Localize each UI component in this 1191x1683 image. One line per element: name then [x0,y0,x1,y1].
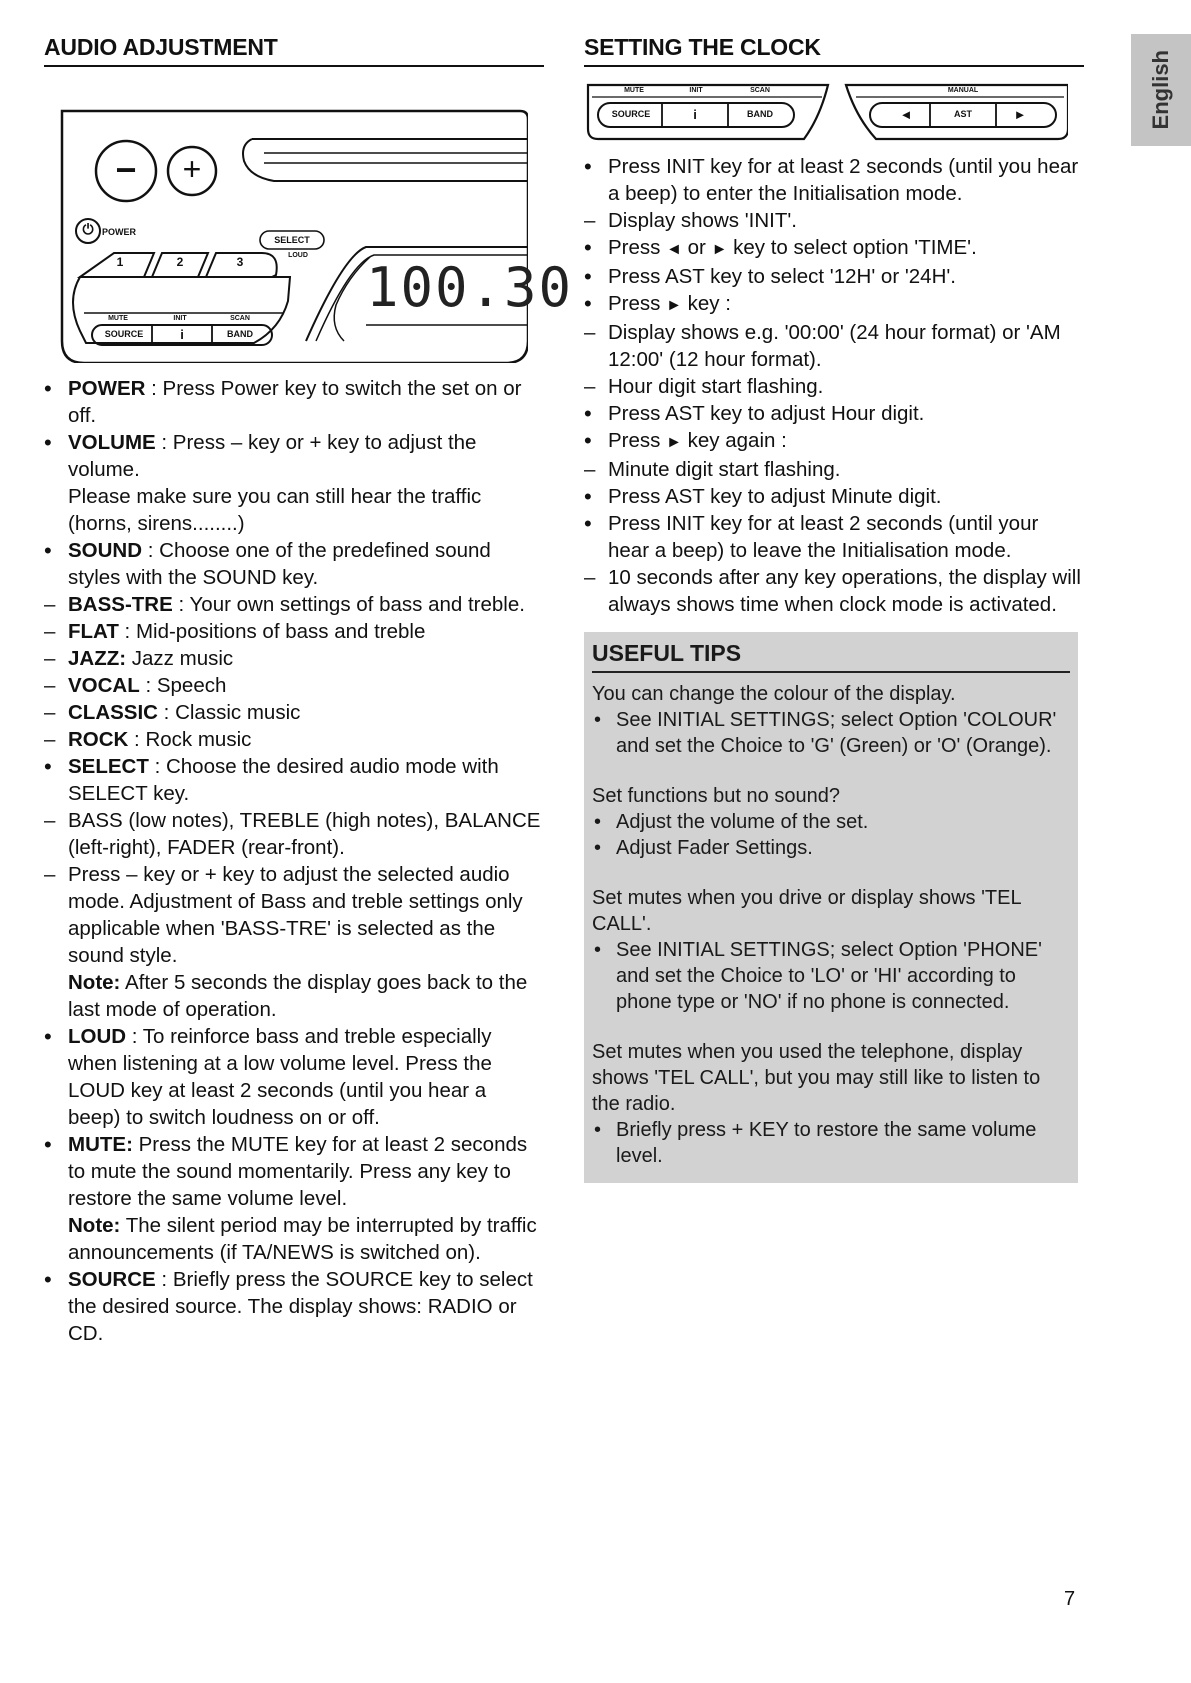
info-button: i [180,327,184,342]
list-item: • POWER : Press Power key to switch the set on or off. [44,375,544,429]
mute-label: MUTE [108,315,128,322]
preset-1-button: 1 [116,255,124,269]
left-arrow-icon: ◄ [899,107,913,122]
list-item: – Display shows 'INIT'. [584,207,1084,234]
list-item: – ROCK : Rock music [44,726,544,753]
manual-label: MANUAL [947,87,979,94]
list-item: – Press – key or + key to adjust the selected audio mode. Adjustment of Bass and treble settings only applicable when 'BASS-TRE' is selected as the sound style. [44,861,544,969]
preset-3-button: 3 [236,255,244,269]
list-item: Please make sure you can still hear the traffic (horns, sirens........) [68,485,482,535]
list-item: • LOUD : To reinforce bass and treble especially when listening at a low volume level. Press the LOUD key at least 2 seconds (until you hear a beep) to switch loudness on or off. [44,1023,544,1131]
scan-label: SCAN [750,87,770,94]
list-item: • Press ◄ or ► key to select option 'TIME'. [584,234,1084,263]
list-item: • VOLUME : Press – key or + key to adjust the volume. [44,429,544,483]
band-button: BAND [747,109,773,119]
list-item: • Press INIT key for at least 2 seconds (until you hear a beep) to enter the Initialisation mode. [584,153,1084,207]
list-item: – BASS-TRE : Your own settings of bass and treble. [44,591,544,618]
tip-group: Set mutes when you drive or display shows 'TEL CALL'. • See INITIAL SETTINGS; select Option 'PHONE' and set the Choice to 'LO' or 'HI' according to phone type or 'NO' if no phone is connected. [592,885,1070,1015]
volume-plus-button: + [182,151,202,187]
useful-tips-box [584,632,1078,1183]
list-item: Note: After 5 seconds the display goes back to the last mode of operation. [68,971,528,1021]
list-item: Note: The silent period may be interrupted by traffic announcements (if TA/NEWS is switched on). [68,1214,537,1264]
right-arrow-icon: ► [1013,107,1027,122]
right-arrow-icon: ► [666,434,682,451]
page-number: 7 [1064,1588,1076,1610]
list-item: • Press AST key to adjust Hour digit. [584,400,1084,427]
list-item: – VOCAL : Speech [44,672,544,699]
list-item: • Press AST key to adjust Minute digit. [584,483,1084,510]
audio-adjustment-list [44,375,544,1347]
source-button: SOURCE [611,109,651,119]
audio-adjustment-heading: AUDIO ADJUSTMENT [44,34,544,67]
select-button: SELECT [274,235,310,245]
useful-tips-heading: USEFUL TIPS [592,640,1070,673]
list-item: – JAZZ: Jazz music [44,645,544,672]
list-item: – Minute digit start flashing. [584,456,1084,483]
volume-minus-button: − [115,149,137,190]
setting-clock-heading: SETTING THE CLOCK [584,34,1084,67]
tip-group: Set mutes when you used the telephone, display shows 'TEL CALL', but you may still like to listen to the radio. • Briefly press + KEY to restore the same volume level. [592,1039,1070,1169]
list-item: • SOURCE : Briefly press the SOURCE key to select the desired source. The display shows: RADIO or CD. [44,1266,544,1347]
source-button: SOURCE [104,329,144,339]
list-item: • Press INIT key for at least 2 seconds (until your hear a beep) to leave the Initialisation mode. [584,510,1084,564]
list-item: – BASS (low notes), TREBLE (high notes), BALANCE (left-right), FADER (rear-front). [44,807,544,861]
right-arrow-icon: ► [711,241,728,258]
list-item: – CLASSIC : Classic music [44,699,544,726]
scan-label: SCAN [230,315,250,322]
left-arrow-icon: ◄ [666,241,682,258]
power-label: POWER [102,227,137,237]
list-item: • Press ► key again : [584,427,1084,456]
radio-panel-illustration [44,105,574,363]
list-item: – Hour digit start flashing. [584,373,1084,400]
info-button: i [693,107,697,122]
loud-label: LOUD [288,252,308,259]
mute-label: MUTE [624,87,644,94]
list-item: • MUTE: Press the MUTE key for at least 2 seconds to mute the sound momentarily. Press any key to restore the same volume level. [44,1131,544,1212]
language-tab [1131,34,1191,146]
power-icon: ⏻ [82,221,94,237]
tip-group: You can change the colour of the display. • See INITIAL SETTINGS; select Option 'COLOUR' and set the Choice to 'G' (Green) or 'O' (Orange). [592,681,1070,759]
setting-clock-column [584,34,1084,1183]
list-item: • SELECT : Choose the desired audio mode with SELECT key. [44,753,544,807]
list-item: • Press AST key to select '12H' or '24H'. [584,263,1084,290]
list-item: • SOUND : Choose one of the predefined sound styles with the SOUND key. [44,537,544,591]
init-label: INIT [689,87,703,94]
ast-button: AST [954,109,972,119]
right-arrow-icon: ► [666,297,682,314]
list-item: – Display shows e.g. '00:00' (24 hour format) or 'AM 12:00' (12 hour format). [584,319,1084,373]
lcd-display: 100.30 [366,256,574,319]
band-button: BAND [227,329,253,339]
list-item: – 10 seconds after any key operations, the display will always shows time when clock mode is activated. [584,564,1084,618]
init-label: INIT [173,315,187,322]
list-item: • Press ► key : [584,290,1084,319]
audio-adjustment-column [44,34,574,1347]
clock-steps-list [584,153,1084,618]
list-item: – FLAT : Mid-positions of bass and treble [44,618,544,645]
tip-group: Set functions but no sound? • Adjust the volume of the set. • Adjust Fader Settings. [592,783,1070,861]
language-tab-label: English [1148,50,1173,130]
clock-keys-illustration [584,77,1068,143]
preset-2-button: 2 [176,255,184,269]
